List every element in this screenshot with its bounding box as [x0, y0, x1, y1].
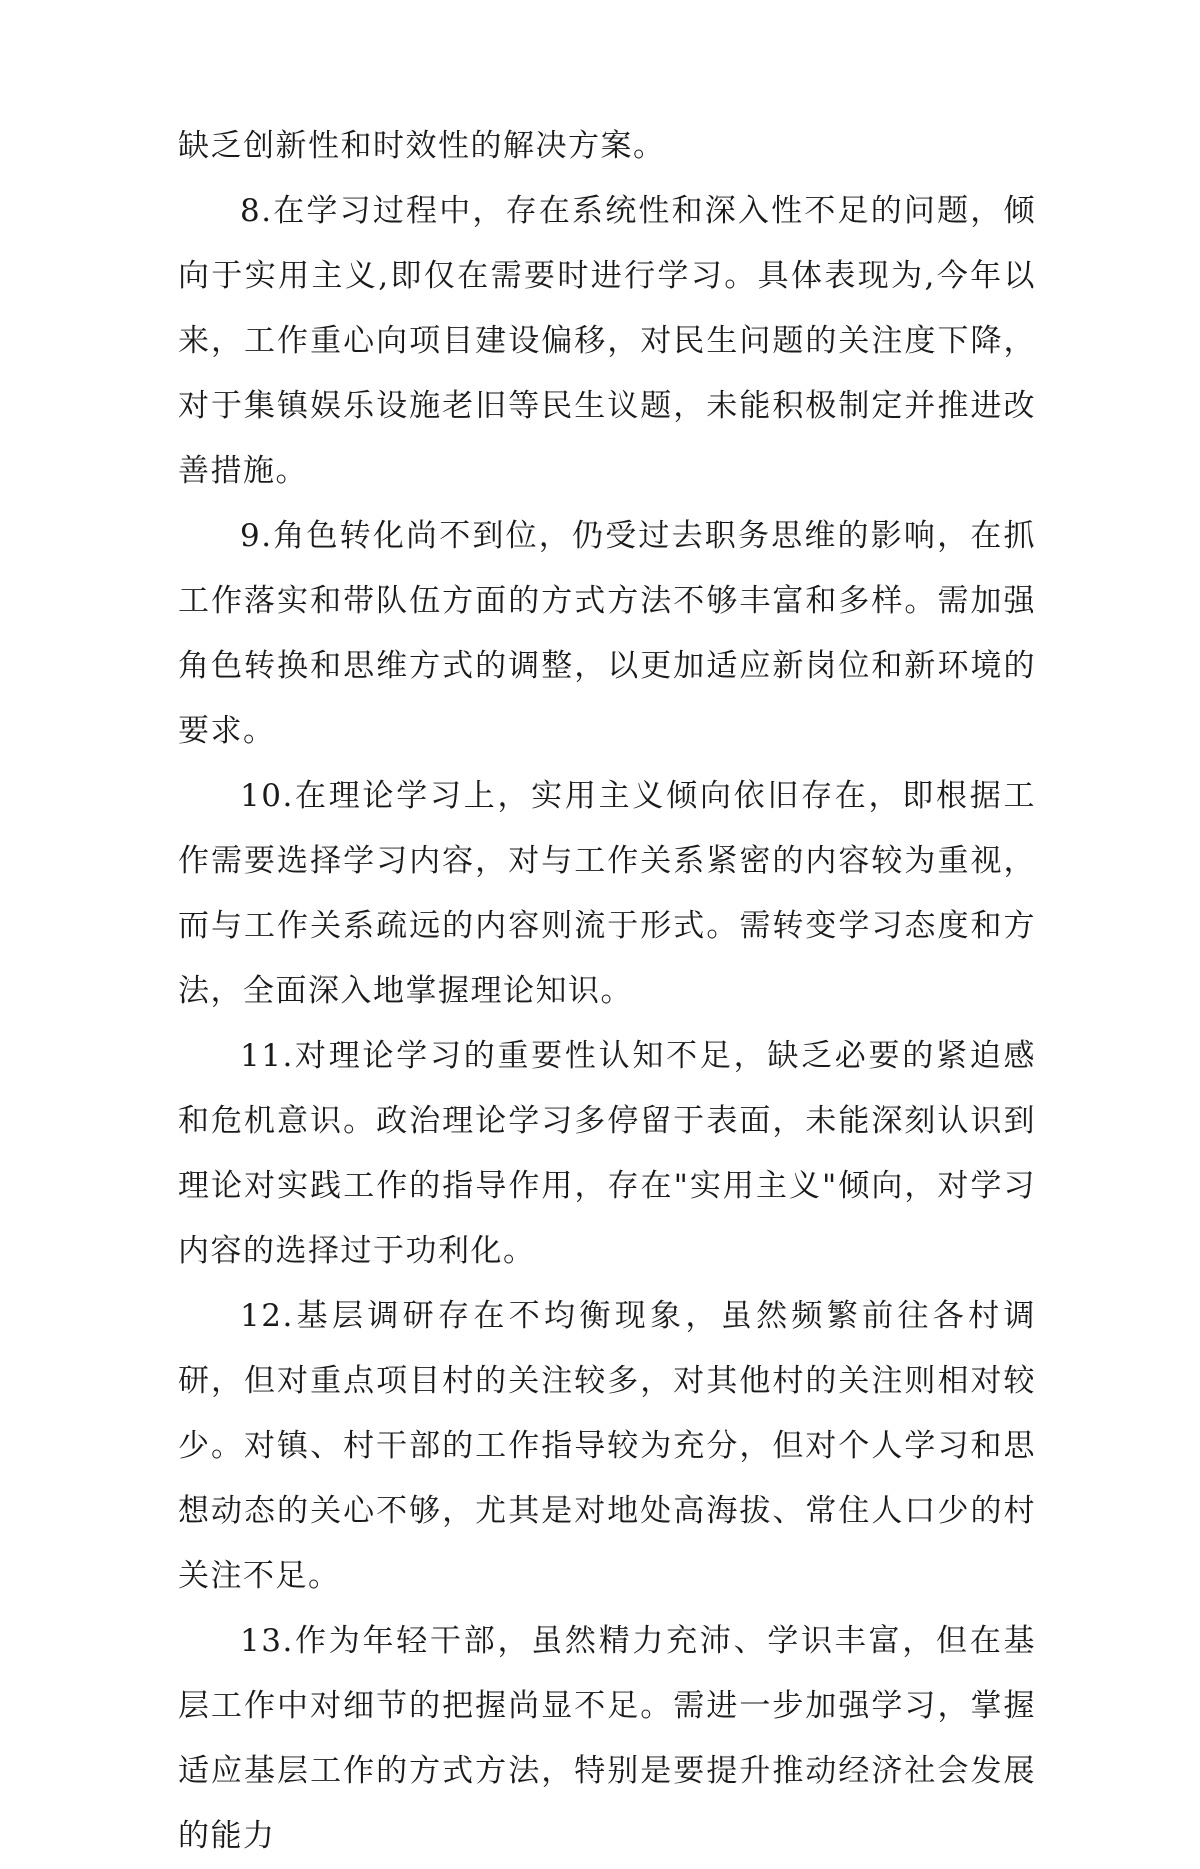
- document-body: [178, 114, 1036, 1869]
- paragraph-item-9: 9.角色转化尚不到位，仍受过去职务思维的影响，在抓工作落实和带队伍方面的方式方法不够丰富和多样。需加强角色转换和思维方式的调整，以更加适应新岗位和新环境的要求。: [178, 518, 1036, 749]
- paragraph-item-11: 11.对理论学习的重要性认知不足，缺乏必要的紧迫感和危机意识。政治理论学习多停留于表面，未能深刻认识到理论对实践工作的指导作用，存在"实用主义"倾向，对学习内容的选择过于功利化。: [178, 1038, 1036, 1269]
- paragraph-item-13: 13.作为年轻干部，虽然精力充沛、学识丰富，但在基层工作中对细节的把握尚显不足。需进一步加强学习，掌握适应基层工作的方式方法，特别是要提升推动经济社会发展的能力: [178, 1623, 1036, 1854]
- paragraph-continuation: 缺乏创新性和时效性的解决方案。: [178, 128, 666, 164]
- paragraph-item-10: 10.在理论学习上，实用主义倾向依旧存在，即根据工作需要选择学习内容，对与工作关系紧密的内容较为重视，而与工作关系疏远的内容则流于形式。需转变学习态度和方法，全面深入地掌握理论知识。: [178, 778, 1036, 1009]
- paragraph-item-12: 12.基层调研存在不均衡现象，虽然频繁前往各村调研，但对重点项目村的关注较多，对其他村的关注则相对较少。对镇、村干部的工作指导较为充分，但对个人学习和思想动态的关心不够，尤其是对地处高海拔、常住人口少的村关注不足。: [178, 1298, 1036, 1594]
- paragraph-item-8: 8.在学习过程中，存在系统性和深入性不足的问题，倾向于实用主义,即仅在需要时进行学习。具体表现为,今年以来，工作重心向项目建设偏移，对民生问题的关注度下降，对于集镇娱乐设施老旧等民生议题，未能积极制定并推进改善措施。: [178, 193, 1036, 489]
